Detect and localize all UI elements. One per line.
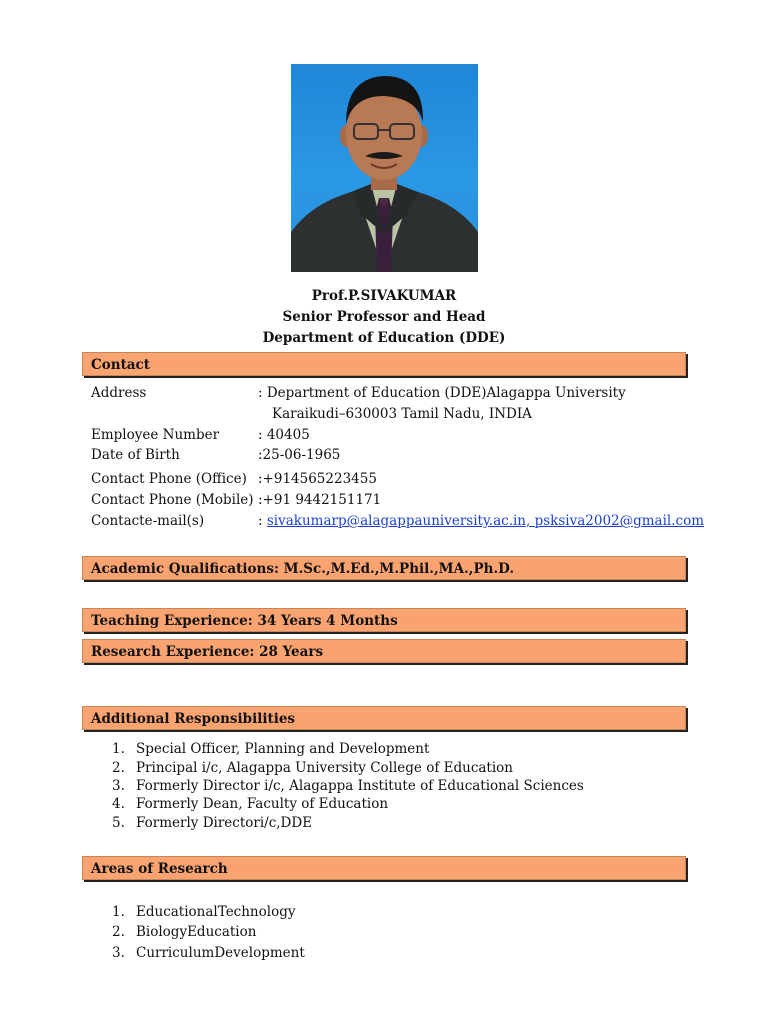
employee-number-value: : 40405 [258, 427, 310, 443]
profile-name: Prof.P.SIVAKUMAR [311, 288, 457, 304]
list-item: 1. EducationalTechnology [112, 904, 296, 920]
portrait-illustration [291, 64, 478, 272]
phone-mobile-label: Contact Phone (Mobile) [91, 492, 254, 508]
phone-office-label: Contact Phone (Office) [91, 471, 247, 487]
phone-office-value: :+914565223455 [258, 471, 377, 487]
list-item: 2. Principal i/c, Alagappa University College of Education [112, 760, 513, 776]
research-areas-heading: Areas of Research [82, 856, 686, 880]
email-row [258, 513, 704, 529]
list-item: 2. BiologyEducation [112, 924, 257, 940]
email-prefix: : [258, 513, 267, 529]
responsibilities-heading: Additional Responsibilities [82, 706, 686, 730]
research-experience-bar: Research Experience: 28 Years [82, 639, 686, 663]
phone-mobile-value: :+91 9442151171 [258, 492, 382, 508]
profile-designation: Senior Professor and Head [282, 309, 486, 325]
address-line-2: Karaikudi–630003 Tamil Nadu, INDIA [272, 406, 532, 422]
address-label: Address [91, 385, 147, 401]
employee-number-label: Employee Number [91, 427, 220, 443]
list-item: 3. CurriculumDevelopment [112, 945, 305, 961]
address-line-1: : Department of Education (DDE)Alagappa University [258, 385, 626, 401]
teaching-experience-bar: Teaching Experience: 34 Years 4 Months [82, 608, 686, 632]
list-item: 5. Formerly Directori/c,DDE [112, 815, 313, 831]
dob-label: Date of Birth [91, 447, 180, 463]
email-label: Contacte-mail(s) [91, 513, 205, 529]
list-item: 4. Formerly Dean, Faculty of Education [112, 796, 389, 812]
contact-heading: Contact [82, 352, 686, 376]
list-item: 3. Formerly Director i/c, Alagappa Institute of Educational Sciences [112, 778, 584, 794]
email-link[interactable]: sivakumarp@alagappauniversity.ac.in, psksiva2002@gmail.com [266, 513, 705, 529]
profile-photo [291, 64, 478, 272]
list-item: 1. Special Officer, Planning and Development [112, 741, 430, 757]
academic-qualifications-bar: Academic Qualifications: M.Sc.,M.Ed.,M.Phil.,MA.,Ph.D. [82, 556, 686, 580]
profile-department: Department of Education (DDE) [262, 330, 506, 346]
dob-value: :25-06-1965 [258, 447, 341, 463]
